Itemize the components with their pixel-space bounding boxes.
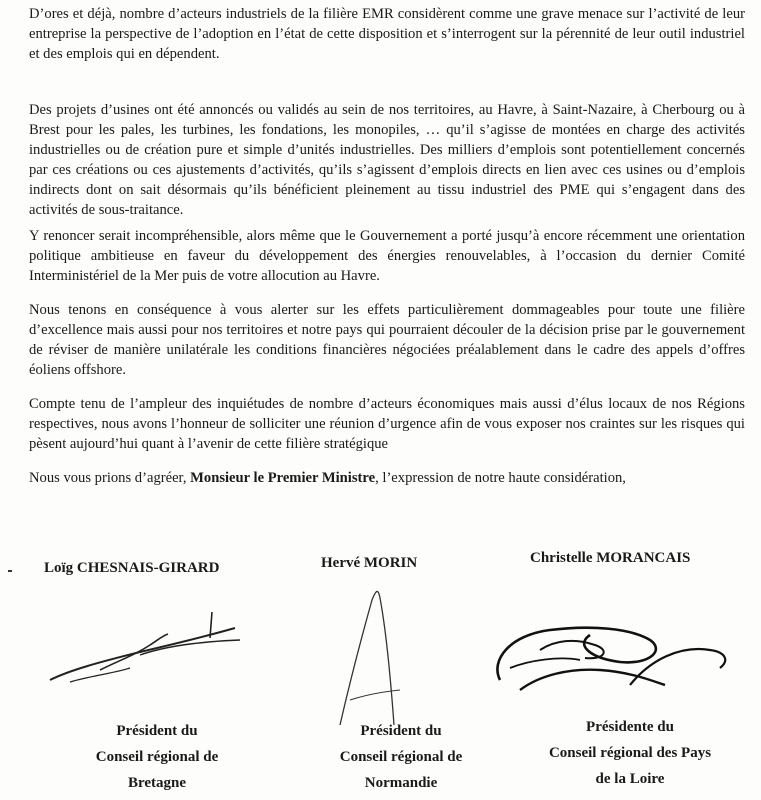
title-line: Normandie [364,775,438,791]
signatory-name-bretagne: Loïg CHESNAIS-GIRARD [44,560,220,576]
title-line: Président du [360,723,442,739]
title-line: de la Loire [595,771,665,787]
paragraph-alert: Nous tenons en conséquence à vous alerter sur les effets particulièrement dommageables pour toute une filière d’excellence mais aussi pour nos territoires et notre pays qui pourraient découler de la décision prise par le gouvernement de réviser de manière unilatérale les conditions financières négociées préalablement dans le cadre des appels d’offres éoliens offshore. [29,302,745,378]
signatory-name-normandie: Hervé MORIN [321,555,418,571]
closing-before: Nous vous prions d’agréer, [29,470,191,486]
closing-addressee: Monsieur le Premier Ministre [190,470,376,486]
signatory-name-pays-de-la-loire: Christelle MORANCAIS [530,550,691,566]
signatory-title-normandie [306,718,496,796]
margin-mark [8,570,12,572]
signature-bretagne-icon [40,600,260,690]
title-line: Présidente du [586,719,674,735]
title-line: Conseil régional de [95,749,219,765]
title-line: Conseil régional de [339,749,463,765]
closing-after: , l’expression de notre haute considération, [375,470,626,486]
signatory-title-bretagne [62,718,252,796]
signature-normandie-icon [320,580,450,730]
signature-pays-de-la-loire-icon [480,590,740,710]
paragraph-factory-projects: Des projets d’usines ont été annoncés ou validés au sein de nos territoires, au Havre, à Saint-Nazaire, à Cherbourg ou à Brest pour les pales, les turbines, les fondations, les monopiles, … qu’il s’agisse de montées en charge des activités industrielles ou de création pure et simple d’unités industrielles. Des milliers d’emplois sont potentiellement concernés par ces créations ou ces ajustements d’activités, qu’ils s’agissent d’emplois directs en lien avec ces usines ou d’emplois indirects dont on sait désormais qu’ils bénéficient pleinement au tissu industriel des PME qui s’engagent dans des activités de sous-traitance. [29,102,745,218]
paragraph-threat: D’ores et déjà, nombre d’acteurs industriels de la filière EMR considèrent comme une grave menace sur l’activité de leur entreprise la perspective de l’adoption en l’état de cette disposition et s’interrogent sur la pérennité de leur outil industriel et des emplois qui en dépendent. [29,6,745,62]
title-line: Président du [116,723,198,739]
title-line: Bretagne [127,775,187,791]
paragraph-closing [29,468,745,488]
signatory-title-pays-de-la-loire [520,714,740,792]
title-line: Conseil régional des Pays [548,745,712,761]
paragraph-meeting-request: Compte tenu de l’ampleur des inquiétudes de nombre d’acteurs économiques mais aussi d’élus locaux de nos Régions respectives, nous avons l’honneur de solliciter une réunion d’urgence afin de vous exposer nos craintes sur les risques qui pèsent aujourd’hui quant à l’avenir de cette filière stratégique [29,396,745,452]
paragraph-government-orientation: Y renoncer serait incompréhensible, alors même que le Gouvernement a porté jusqu’à encore récemment une orientation politique ambitieuse en faveur du développement des énergies renouvelables, à l’occasion du dernier Comité Interministériel de la Mer puis de votre allocution au Havre. [29,228,745,284]
